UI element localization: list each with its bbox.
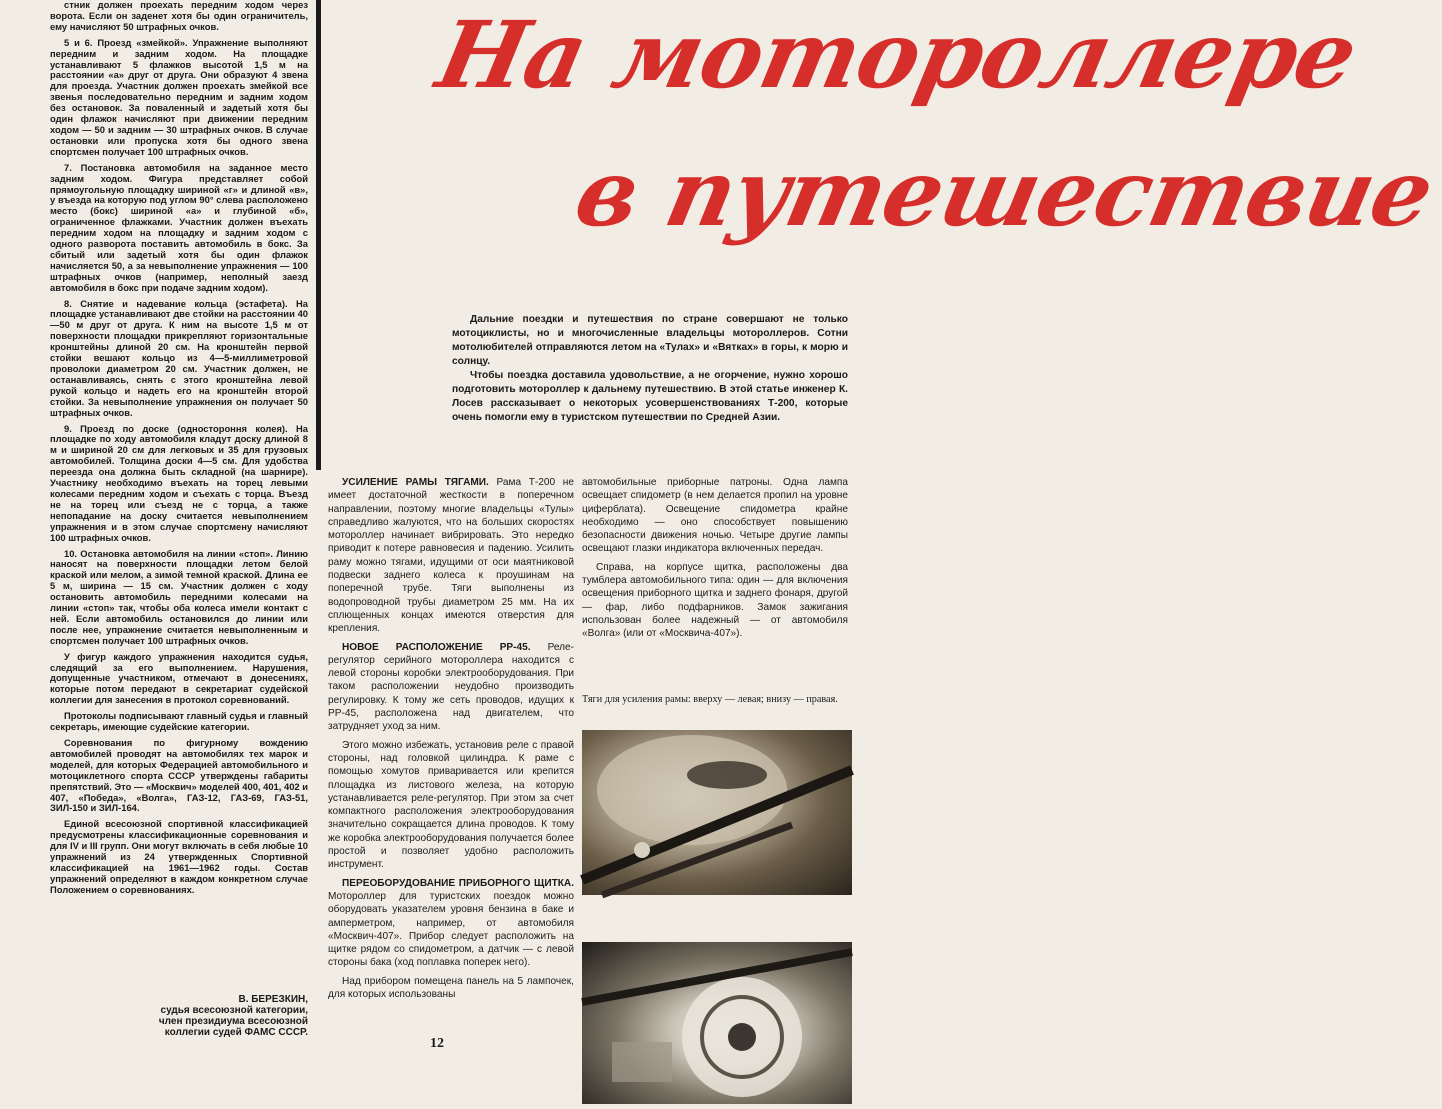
author-name: В. БЕРЕЗКИН, [238, 994, 308, 1005]
middle-article-column [328, 476, 574, 1056]
mid-text-2: Реле-регулятор серийного мотороллера находится с левой стороны коробки электрооборудования. При таком расположении неудобно производить регулировку. К тому же сеть проводов, идущих к РР-45, расположена над двигателем, что затрудняет уход за ним. [328, 641, 574, 733]
mid-text-1: Рама Т-200 не имеет достаточной жесткости в поперечном направлении, поэтому многие владельцы «Тулы» справедливо жалуются, что на больших скоростях мотороллер начинает вибрировать. Это нередко приводит к потере равновесия и падению. Усилить раму можно тягами, идущими от оси маятниковой подвески заднего колеса к проушинам на поперечной трубе. Тяги выполнены из водопроводной трубы диаметром 25 мм. На их сплющенных концах имеются отверстия для крепления. [328, 477, 574, 635]
right-paragraph-2: Справа, на корпусе щитка, расположены два тумблера автомобильного типа: один — для включения освещения приборного щитка и заднего фонаря, другой — фар, либо подфарников. Замок зажигания использован более надежный — от автомобиля «Волга» (или от «Москвича-407»). [582, 561, 848, 640]
mid-section-4 [328, 877, 574, 970]
author-title-2: член президиума всесоюзной [158, 1016, 308, 1027]
photo-caption: Тяги для усиления рамы: вверху — левая; внизу — правая. [582, 694, 838, 705]
headline-line-2: в путешествие [566, 139, 1442, 247]
mid-section-3 [328, 739, 574, 872]
mid-text-5: Над прибором помещена панель на 5 лампочек, для которых использованы [328, 975, 574, 1000]
mid-section-5 [328, 975, 574, 1002]
mid-section-2 [328, 641, 574, 734]
lead-paragraph [452, 313, 848, 425]
author-title-1: судья всесоюзной категории, [160, 1005, 308, 1016]
left-paragraph-8: Протоколы подписывают главный судья и главный секретарь, имеющие судейские категории. [50, 710, 308, 733]
right-article-column [582, 476, 848, 646]
photo-left-frame-brace-illustration [582, 730, 852, 895]
mid-heading-2: НОВОЕ РАСПОЛОЖЕНИЕ РР-45. [342, 641, 531, 653]
page-number: 12 [430, 1036, 444, 1051]
photo-right-frame-brace [582, 942, 852, 1104]
left-paragraph-2: 5 и 6. Проезд «змейкой». Упражнение выполняют передним и задним ходом. На площадке устанавливают 5 флажков высотой 1,5 м на расстоянии «а» друг от друга. Они образуют 4 звена для проезда. Участник должен проехать змейкой все звенья последовательно передним и задним ходом без остановок. За поваленный и задетый хотя бы один флажок начисляют при движении передним ходом — 50 и задним — 30 штрафных очков. В случае остановки или пропуска хотя бы одного звена спортсмен получает 100 штрафных очков. [50, 36, 308, 157]
mid-text-3: Этого можно избежать, установив реле с правой стороны, над головкой цилиндра. К раме с помощью хомутов приваривается или крепится площадка из листового железа, на которую устанавливается реле-регулятор. При этом за счет компактного расположения электрооборудования значительно сокращается длина проводов. К тому же коробка электрооборудования получается более простой и позволяет удобно расположить инструмент. [328, 739, 574, 871]
headline-line-1: На мотороллере [428, 1, 1366, 109]
mid-text-4: Мотороллер для туристских поездок можно оборудовать указателем уровня бензина в баке и амперметром, например, от автомобиля «Москвич-407». Прибор следует расположить на щитке рядом со спидометром, а датчик — с левой стороны бака (ход поплавка поперек него). [328, 890, 574, 969]
left-paragraph-9: Соревнования по фигурному вождению автомобилей проводят на автомобилях тех марок и моделей, для которых Федерацией автомобильного и мотоциклетного спорта СССР утверждены габариты препятствий. Это — «Москвич» моделей 400, 401, 402 и 407, «Победа», «Волга», ГАЗ-12, ГАЗ-69, ГАЗ-51, ЗИЛ-150 и ЗИЛ-164. [50, 737, 308, 814]
mid-heading-4: ПЕРЕОБОРУДОВАНИЕ ПРИБОРНОГО ЩИТКА. [342, 877, 574, 889]
left-paragraph-10: Единой всесоюзной спортивной классификацией предусмотрены классификационные соревнования и для IV и III групп. Они могут включать в себя любые 10 упражнений из 24 утвержденных Спортивной классификацией на 1961—1962 годы. Состав упражнений определяют в каждом конкретном случае Положением о соревнованиях. [50, 818, 308, 895]
photo-left-frame-brace [582, 730, 852, 895]
lead-paragraph-1: Дальние поездки и путешествия по стране совершают не только мотоциклисты, но и многочисленные владельцы мотороллеров. Сотни мотолюбителей отправляются летом на «Тулах» и «Вятках» в горы, к морю и солнцу. [452, 314, 848, 367]
right-paragraph-1: автомобильные приборные патроны. Одна лампа освещает спидометр (в нем делается пропил на уровне циферблата). Освещение спидометра крайне необходимо — оно способствует повышению безопасности движения ночью. Четыре другие лампы освещают глазки индикатора включенных передач. [582, 477, 848, 555]
photo-right-frame-brace-illustration [582, 942, 852, 1104]
left-paragraph-3: 7. Постановка автомобиля на заданное место задним ходом. Фигура представляет собой прямоугольную площадку шириной «г» и длиной «в», у въезда на которую под углом 90° слева расположено место (бокс) шириной «а» и глубиной «б», ограниченное флажками. Участник должен въехать передним ходом на площадку и задним ходом с одного разворота поставить автомобиль в бокс. За сбитый или задетый хотя бы один флажок начисляется 50, а за невыполнение упражнения — 100 штрафных очков (например, неполный заезд автомобиля в бокс при подаче задним ходом). [50, 161, 308, 293]
mid-heading-1: УСИЛЕНИЕ РАМЫ ТЯГАМИ. [342, 477, 489, 488]
column-divider-rule [316, 0, 321, 470]
left-paragraph-5: 9. Проезд по доске (одностороння колея). На площадке по ходу автомобиля кладут доску длиной 8 м и шириной 20 см для легковых и 35 для грузовых автомобилей. Толщина доски 4—5 см. Для удобства переезда она должна быть складной (на шарнире). Участнику необходимо въехать на торец левыми колесами передним ходом и съехать с торца. Въезд не на торец или съезд не с торца, а также непопадание на доску считается невыполнением упражнения и в этом случае спортсмену начисляют 100 штрафных очков. [50, 422, 308, 543]
left-paragraph-6: 10. Остановка автомобиля на линии «стоп». Линию наносят на поверхности площадки летом белой краской или мелом, а зимой темной краской. Длина ее 5 м, ширина — 15 см. Участник должен с ходу остановить автомобиль передними колесами на линии «стоп» так, чтобы оба колеса имели контакт с ней. Если автомобиль остановился до линии или после нее, упражнение считается невыполненным и спортсмен получает 100 штрафных очков. [50, 547, 308, 646]
left-paragraph-1: стник должен проехать передним ходом через ворота. Если он заденет хотя бы один ограничитель, ему начисляют 50 штрафных очков. [50, 0, 308, 32]
mid-section-1 [328, 476, 574, 636]
lead-paragraph-2: Чтобы поездка доставила удовольствие, а не огорчение, нужно хорошо подготовить мотороллер к дальнему путешествию. В этой статье инженер К. Лосев рассказывает о некоторых усовершенствованиях Т-200, которые очень помогли ему в туристском путешествии по Средней Азии. [452, 370, 848, 423]
left-paragraph-7: У фигур каждого упражнения находится судья, следящий за его выполнением. Нарушения, допущенные участником, отмечают в донесениях, которые потом передают в секретариат судейской коллегии для занесения в протокол соревнований. [50, 650, 308, 706]
author-signature [108, 994, 308, 1038]
left-paragraph-4: 8. Снятие и надевание кольца (эстафета). На площадке устанавливают две стойки на расстоянии 40—50 м друг от друга. К ним на высоте 1,5 м от поверхности площадки прикрепляют горизонтальные кронштейны длиной 20 см. На кронштейн первой стойки вешают кольцо из 4—5-миллиметровой проволоки диаметром 20 см. Участник должен, не останавливаясь, снять с этого кронштейна левой рукой кольцо и надеть его на кронштейн второй стойки. За невыполнение упражнения он получает 50 штрафных очков. [50, 297, 308, 418]
left-article-column [50, 0, 308, 1060]
author-title-3: коллегии судей ФАМС СССР. [164, 1027, 308, 1038]
